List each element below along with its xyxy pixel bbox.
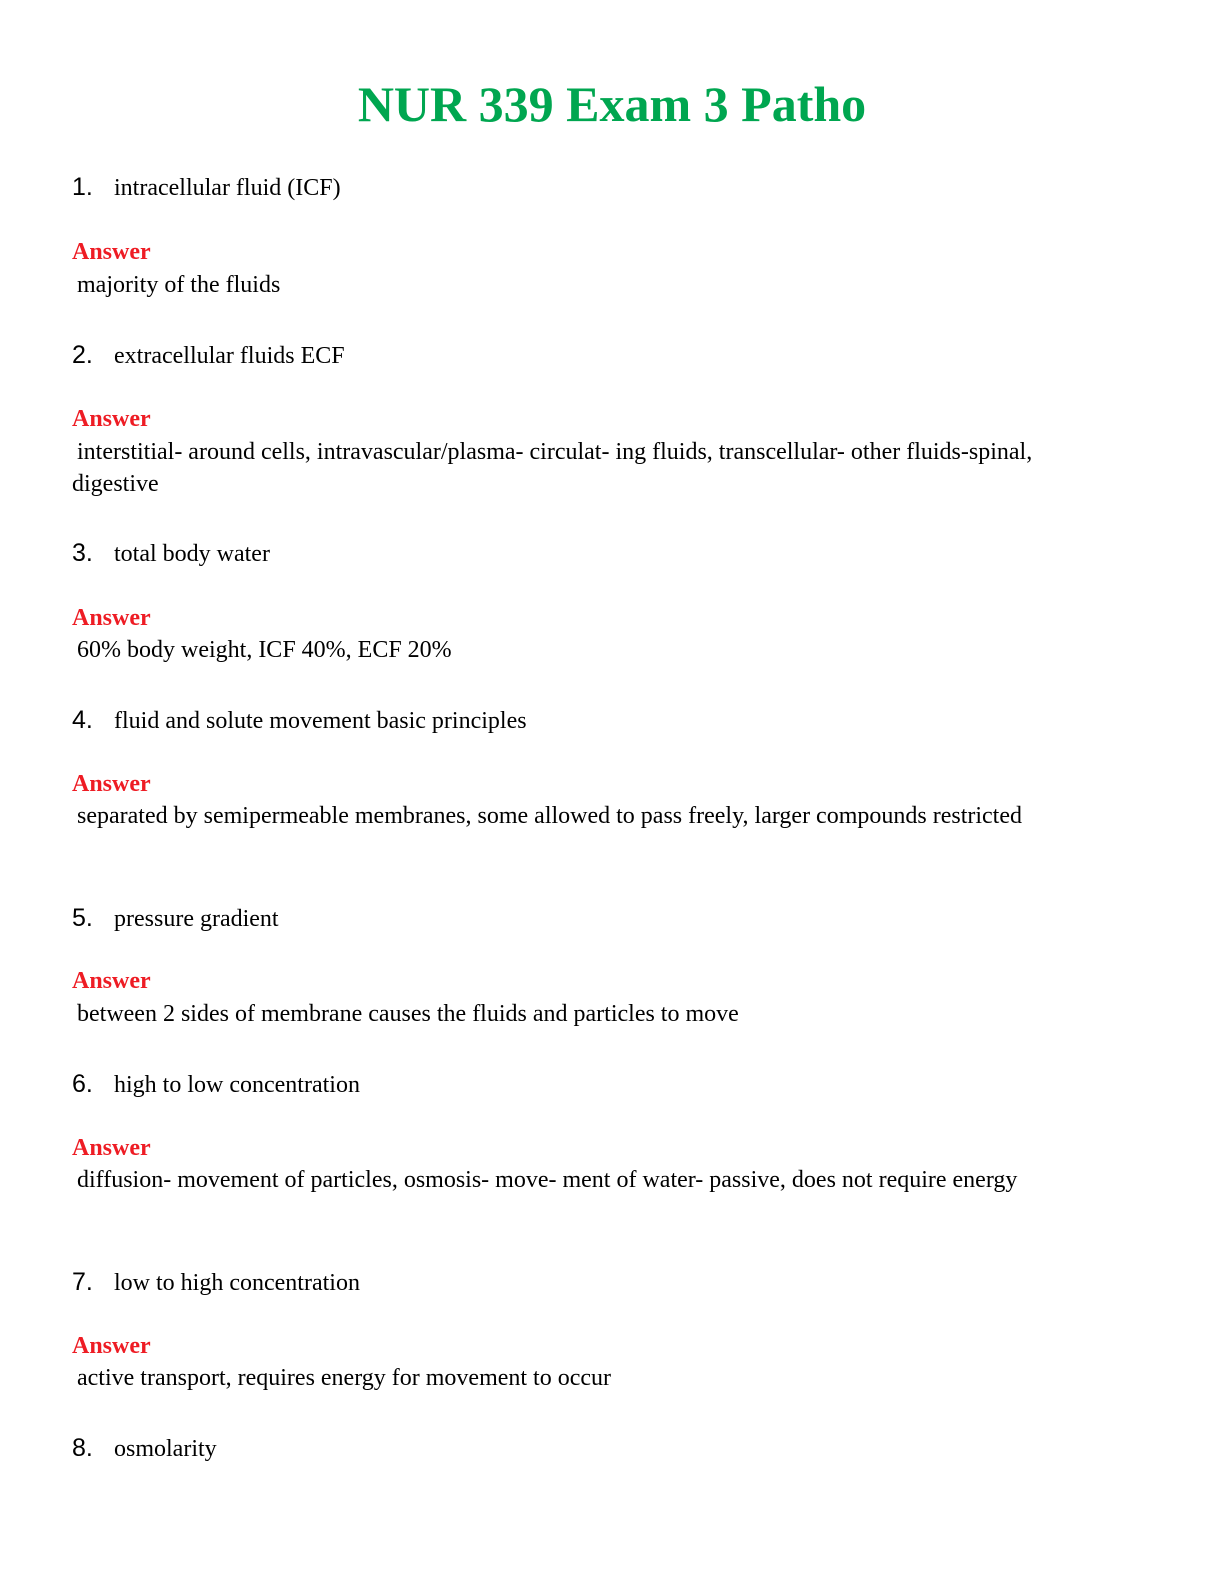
question-number: 7.: [72, 1268, 93, 1296]
question-number: 4.: [72, 706, 93, 734]
question-text: extracellular fluids ECF: [114, 343, 345, 369]
question-text: total body water: [114, 541, 270, 567]
answer-label: Answer: [72, 605, 151, 631]
question-number: 5.: [72, 904, 93, 932]
question-text: intracellular fluid (ICF): [114, 175, 341, 201]
answer-text: 60% body weight, ICF 40%, ECF 20%: [77, 637, 452, 663]
answer-label: Answer: [72, 968, 151, 994]
question-6: [72, 1069, 360, 1100]
question-text: fluid and solute movement basic principles: [114, 708, 527, 734]
page-title: NUR 339 Exam 3 Patho: [357, 76, 867, 132]
question-5: [72, 903, 279, 934]
question-text: low to high concentration: [114, 1270, 360, 1296]
answer-text: majority of the fluids: [77, 272, 281, 298]
answer-label: Answer: [72, 406, 151, 432]
question-8: [72, 1433, 217, 1464]
answer-text: diffusion- movement of particles, osmosis- move- ment of water- passive, does not require energy: [77, 1167, 1018, 1193]
answer-text: separated by semipermeable membranes, some allowed to pass freely, larger compounds restricted: [77, 803, 1022, 829]
answer-label: Answer: [72, 771, 151, 797]
question-3: [72, 538, 270, 569]
answer-label: Answer: [72, 239, 151, 265]
question-text: pressure gradient: [114, 906, 279, 932]
answer-label: Answer: [72, 1333, 151, 1359]
answer-label: Answer: [72, 1135, 151, 1161]
question-number: 3.: [72, 539, 93, 567]
question-1: [72, 172, 341, 203]
question-number: 2.: [72, 341, 93, 369]
question-text: high to low concentration: [114, 1072, 360, 1098]
question-number: 1.: [72, 173, 93, 201]
question-7: [72, 1267, 360, 1298]
question-number: 6.: [72, 1070, 93, 1098]
question-4: [72, 705, 527, 736]
answer-text: active transport, requires energy for movement to occur: [77, 1365, 612, 1391]
question-2: [72, 340, 345, 371]
question-text: osmolarity: [114, 1436, 217, 1462]
answer-text: between 2 sides of membrane causes the fluids and particles to move: [77, 1001, 739, 1027]
answer-text: interstitial- around cells, intravascular/plasma- circulat- ing fluids, transcellular- other fluids-spinal, digestive: [72, 439, 1033, 497]
question-number: 8.: [72, 1434, 93, 1462]
